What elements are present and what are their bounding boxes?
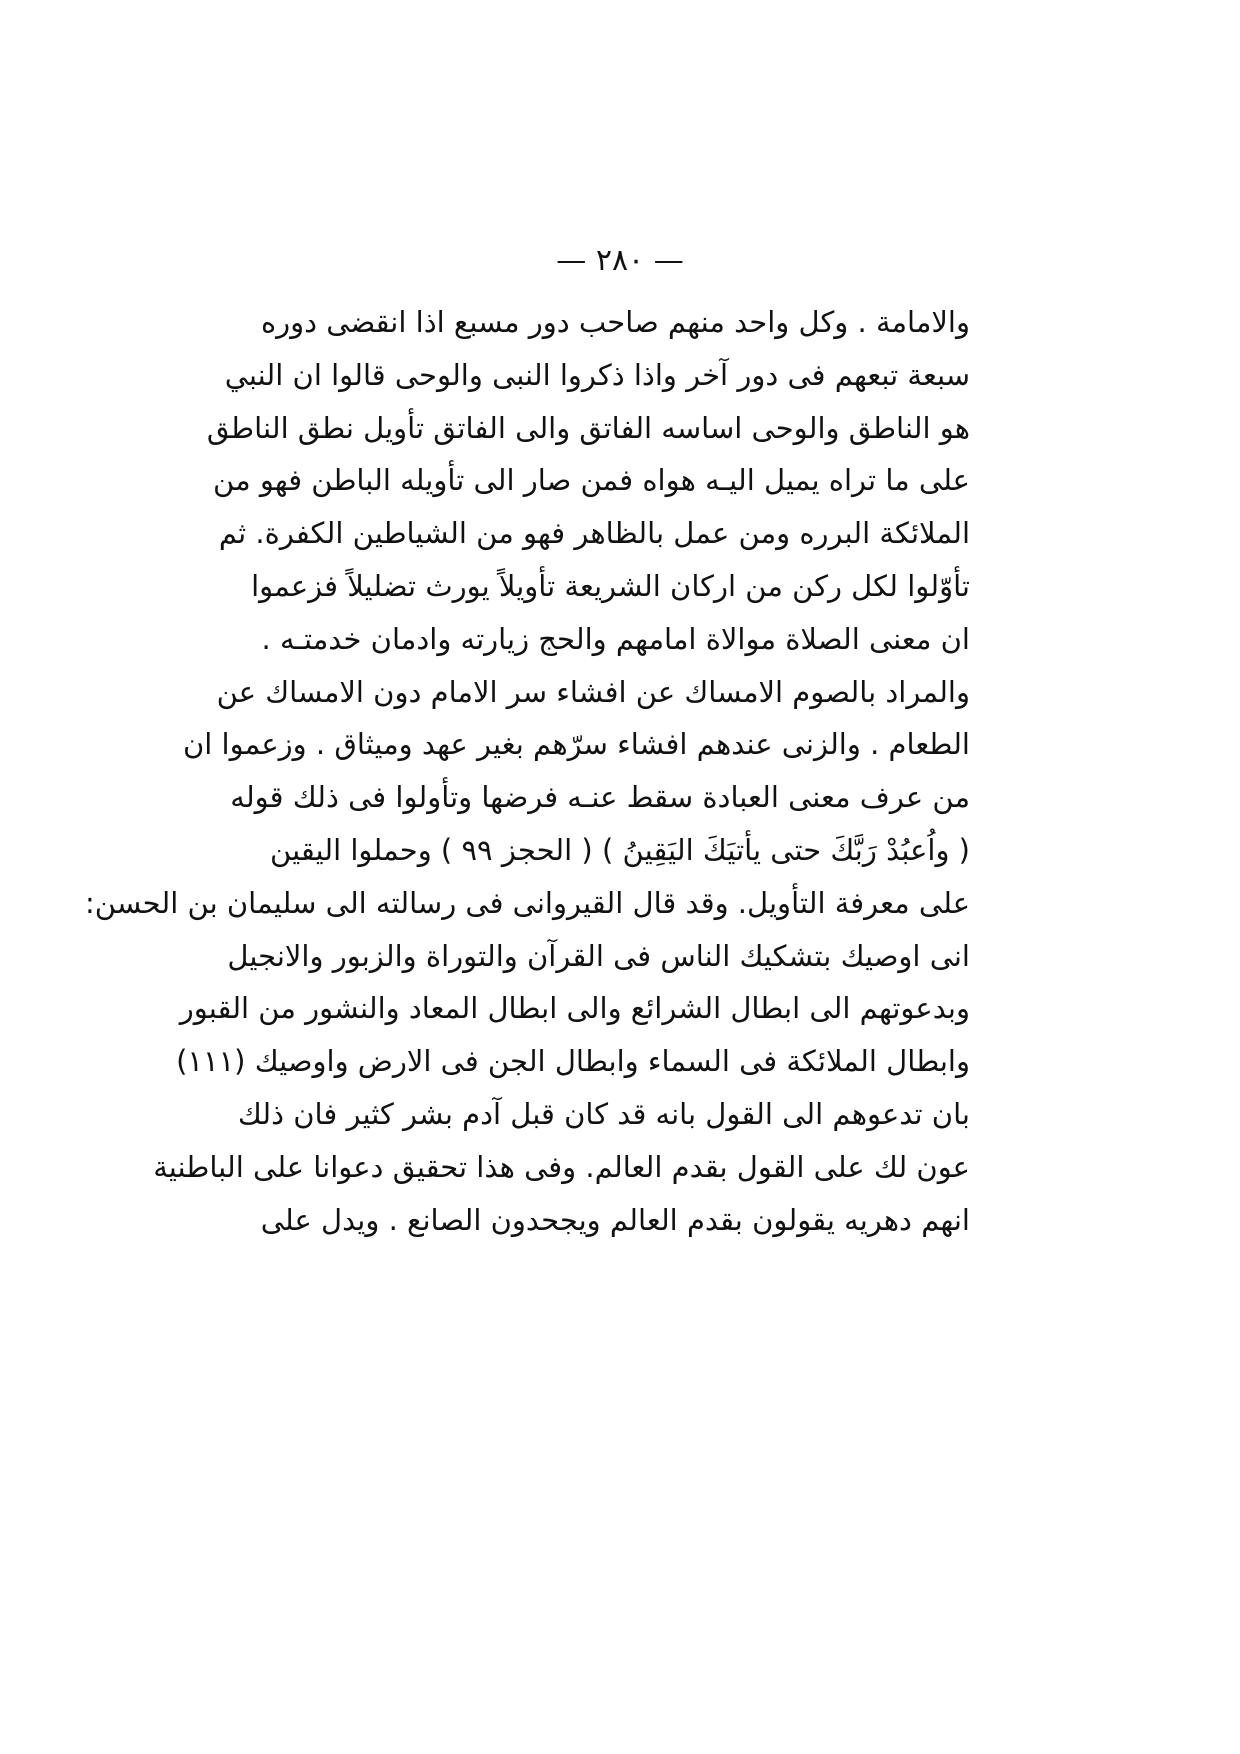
text-line-8: والمراد بالصوم الامساك عن افشاء سر الامام دون الامساك عن <box>216 674 970 709</box>
text-line-10: من عرف معنى العبادة سقط عنـه فرضها وتأولوا فى ذلك قوله <box>230 780 970 815</box>
text-line-3: هو الناطق والوحى اساسه الفاتق والى الفاتق تأويل نطق الناطق <box>206 410 970 445</box>
text-line-9: الطعام . والزنى عندهم افشاء سرّهم بغير عهد وميثاق . وزعموا ان <box>182 727 970 762</box>
text-line-14: وبدعوتهم الى ابطال الشرائع والى ابطال المعاد والنشور من القبور <box>179 991 970 1026</box>
text-line-18: انهم دهريه يقولون بقدم العالم ويجحدون الصانع . ويدل على <box>260 1202 970 1237</box>
text-line-16: بان تدعوهم الى القول بانه قد كان قبل آدم بشر كثير فان ذلك <box>237 1096 970 1131</box>
body-text <box>84 296 970 1246</box>
page-number: — ٢٨٠ — <box>556 243 684 278</box>
text-line-5: الملائكة البرره ومن عمل بالظاهر فهو من الشياطين الكفرة. ثم <box>218 516 970 551</box>
text-line-13: انى اوصيك بتشكيك الناس فى القرآن والتوراة والزبور والانجيل <box>227 938 970 973</box>
text-line-7: ان معنى الصلاة موالاة امامهم والحج زيارته وادمان خدمتـه . <box>261 621 970 656</box>
text-line-2: سبعة تبعهم فى دور آخر واذا ذكروا النبى والوحى قالوا ان النبي <box>224 357 970 392</box>
text-line-12: على معرفة التأويل. وقد قال القيروانى فى رسالته الى سليمان بن الحسن: <box>84 885 970 920</box>
text-line-1: والامامة . وكل واحد منهم صاحب دور مسبع اذا انقضى دوره <box>260 305 970 339</box>
quran-citation-line: ( واُعبُدْ رَبَّكَ حتى يأتيَكَ اليَقِينُ ) ( الحجز ٩٩ ) وحملوا اليقين <box>270 832 970 867</box>
text-line-4: على ما تراه يميل اليـه هواه فمن صار الى تأويله الباطن فهو من <box>213 463 970 498</box>
text-line-6: تأوّلوا لكل ركن من اركان الشريعة تأويلاً يورث تضليلاً فزعموا <box>251 568 970 603</box>
text-line-17: عون لك على القول بقدم العالم. وفى هذا تحقيق دعوانا على الباطنية <box>153 1149 970 1184</box>
text-line-15: وابطال الملائكة فى السماء وابطال الجن فى الارض واوصيك (١١١) <box>176 1044 970 1079</box>
